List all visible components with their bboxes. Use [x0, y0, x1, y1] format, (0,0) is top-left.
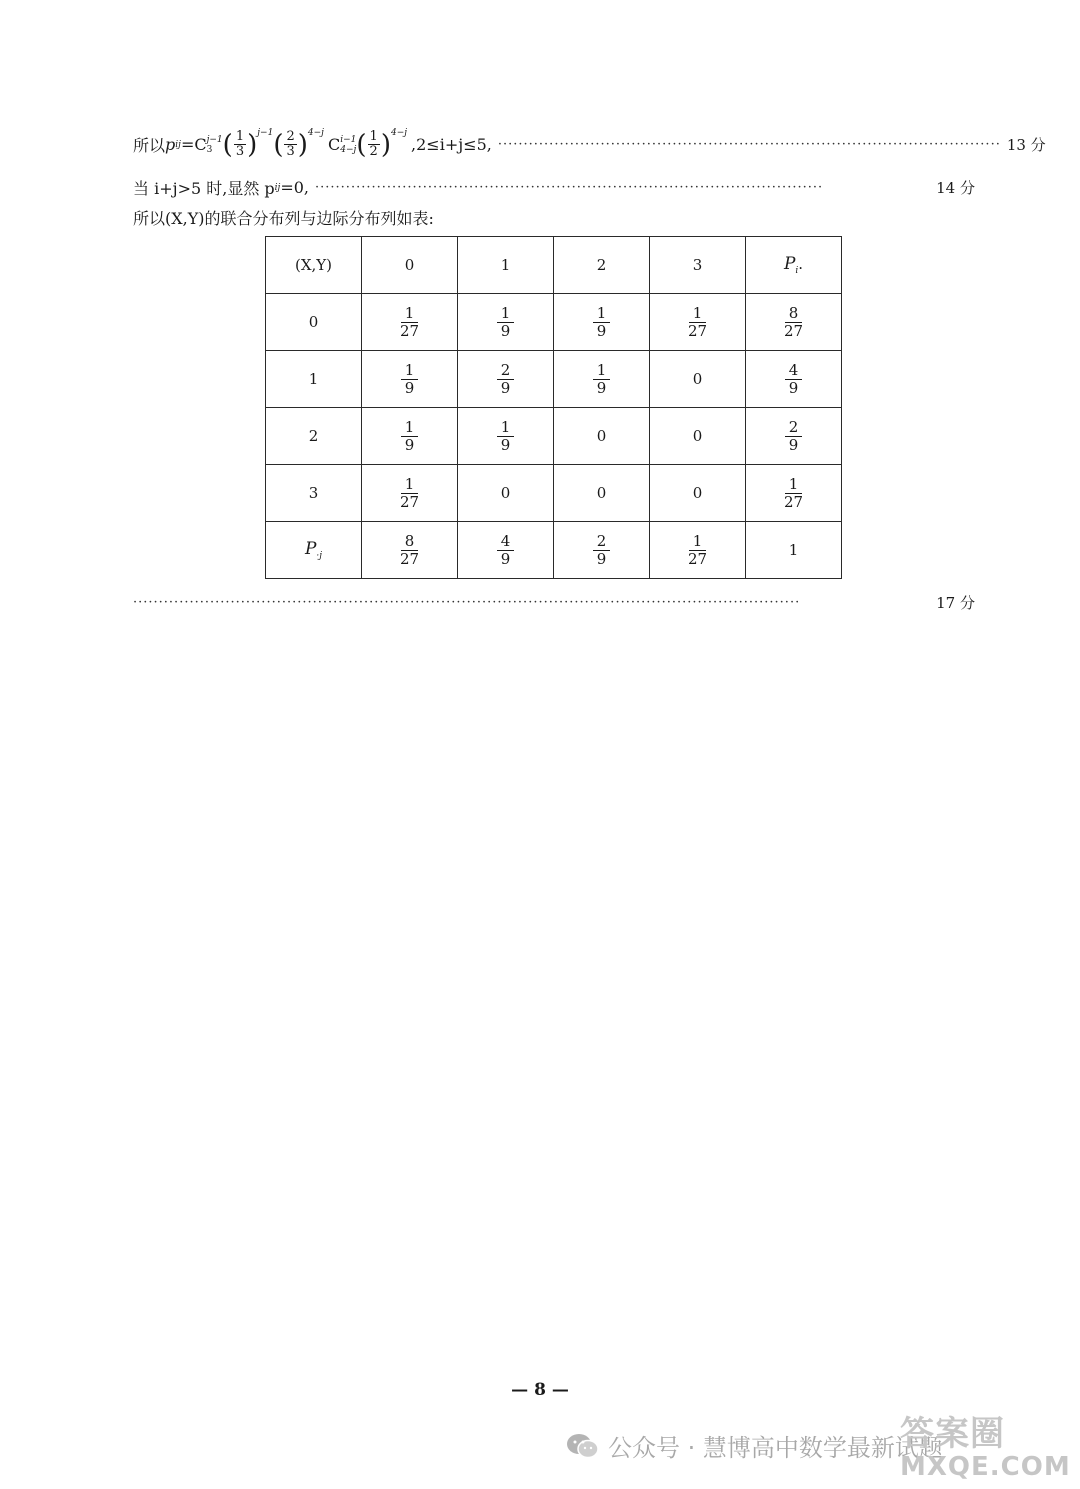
table-row-label: $P_{\cdot j}$ — [266, 522, 362, 579]
table-row — [266, 351, 842, 408]
fraction: $\frac{1}{9}$ — [593, 305, 611, 340]
table-cell: 0 — [650, 465, 746, 522]
table-cell: 0 — [650, 408, 746, 465]
table-header-cell: 1 — [458, 237, 554, 294]
dot-leader: ·································································································· — [497, 137, 1001, 152]
fraction: $\frac{1}{27}$ — [399, 304, 420, 340]
table-row — [266, 408, 842, 465]
table-cell: 1 — [746, 522, 842, 579]
fraction: $\frac{1}{27}$ — [687, 304, 708, 340]
joint-distribution-table — [265, 236, 842, 579]
table-cell — [554, 351, 650, 408]
table-cell — [362, 522, 458, 579]
fraction: $\frac{1}{27}$ — [399, 475, 420, 511]
table-intro: 所以(X,Y)的联合分布列与边际分布列如表: — [133, 209, 434, 228]
fraction: $\frac{1}{9}$ — [497, 419, 515, 454]
table-header-cell: 3 — [650, 237, 746, 294]
table-header-cell: $P_i$. — [746, 237, 842, 294]
table-cell: 0 — [554, 408, 650, 465]
table-row-label: 2 — [266, 408, 362, 465]
table-cell — [650, 522, 746, 579]
formula-line-13: 所以 p ij =C j−1 3 ( $\frac{1}{3}$ ) $^{j-1}$ ( $\frac{2}{3}$ ) $^{4-j}$ C i−1 4−j ( $\frac{1}{2}$ ) $^{4-j}$ ,2≤i+j≤5, ·································································································· 13 分 — [133, 128, 1046, 160]
fraction: $\frac{1}{27}$ — [687, 532, 708, 568]
table-row-label: 1 — [266, 351, 362, 408]
fraction: $\frac{4}{9}$ — [785, 362, 803, 397]
table-cell — [362, 408, 458, 465]
fraction: $\frac{1}{3}$ — [235, 129, 245, 159]
fraction: $\frac{1}{9}$ — [497, 305, 515, 340]
table-row-label: 0 — [266, 294, 362, 351]
table-cell — [746, 294, 842, 351]
fraction: $\frac{1}{9}$ — [401, 362, 419, 397]
watermark — [566, 1428, 943, 1463]
fraction: $\frac{2}{9}$ — [593, 533, 611, 568]
table-row — [266, 294, 842, 351]
table-cell — [362, 465, 458, 522]
wechat-icon — [566, 1432, 600, 1460]
dot-leader: ·································································································································· — [133, 595, 801, 610]
table-cell: 0 — [650, 351, 746, 408]
line-prefix: 所以 — [133, 136, 166, 155]
table-row-label: 3 — [266, 465, 362, 522]
table-cell — [362, 351, 458, 408]
table-cell — [554, 522, 650, 579]
formula-line-14: 当 i+j>5 时,显然 p ij =0, ··································································································· 14 分 — [133, 178, 975, 198]
fraction: $\frac{8}{27}$ — [399, 532, 420, 568]
table-header-cell: 2 — [554, 237, 650, 294]
table-cell — [458, 522, 554, 579]
watermark-text: 公众号 · 慧博高中数学最新试题 — [608, 1434, 943, 1462]
fraction: $\frac{2}{3}$ — [286, 129, 295, 159]
table-corner-cell: (X,Y) — [266, 237, 362, 294]
table-cell: 0 — [458, 465, 554, 522]
table-cell — [746, 408, 842, 465]
table-cell — [746, 351, 842, 408]
site-stamp-logo: 答案圈 MXQE.COM — [900, 1414, 1071, 1482]
range-condition: ,2≤i+j≤5, — [411, 135, 492, 154]
table-cell — [458, 351, 554, 408]
fraction: $\frac{4}{9}$ — [497, 533, 515, 568]
score-17: 17 分 — [936, 594, 975, 612]
table-header-row — [266, 237, 842, 294]
table-cell — [458, 294, 554, 351]
table-footer-row — [266, 522, 842, 579]
fraction: $\frac{1}{9}$ — [401, 419, 419, 454]
score-14: 14 分 — [936, 179, 975, 197]
fraction: $\frac{8}{27}$ — [783, 304, 804, 340]
table-cell — [746, 465, 842, 522]
table-cell: 0 — [554, 465, 650, 522]
page-number: — 8 — — [511, 1380, 569, 1400]
fraction: $\frac{2}{9}$ — [497, 362, 515, 397]
score-13: 13 分 — [1006, 136, 1046, 154]
fraction: $\frac{2}{9}$ — [785, 419, 803, 454]
fraction: $\frac{1}{27}$ — [783, 475, 804, 511]
fraction: $\frac{1}{9}$ — [593, 362, 611, 397]
table-header-cell: 0 — [362, 237, 458, 294]
dot-leader: ··································································································· — [315, 180, 824, 195]
table-row — [266, 465, 842, 522]
table-cell — [554, 294, 650, 351]
table-cell — [650, 294, 746, 351]
fraction: $\frac{1}{2}$ — [369, 129, 378, 159]
score-line-17 — [133, 592, 975, 613]
table-cell — [362, 294, 458, 351]
table-cell — [458, 408, 554, 465]
